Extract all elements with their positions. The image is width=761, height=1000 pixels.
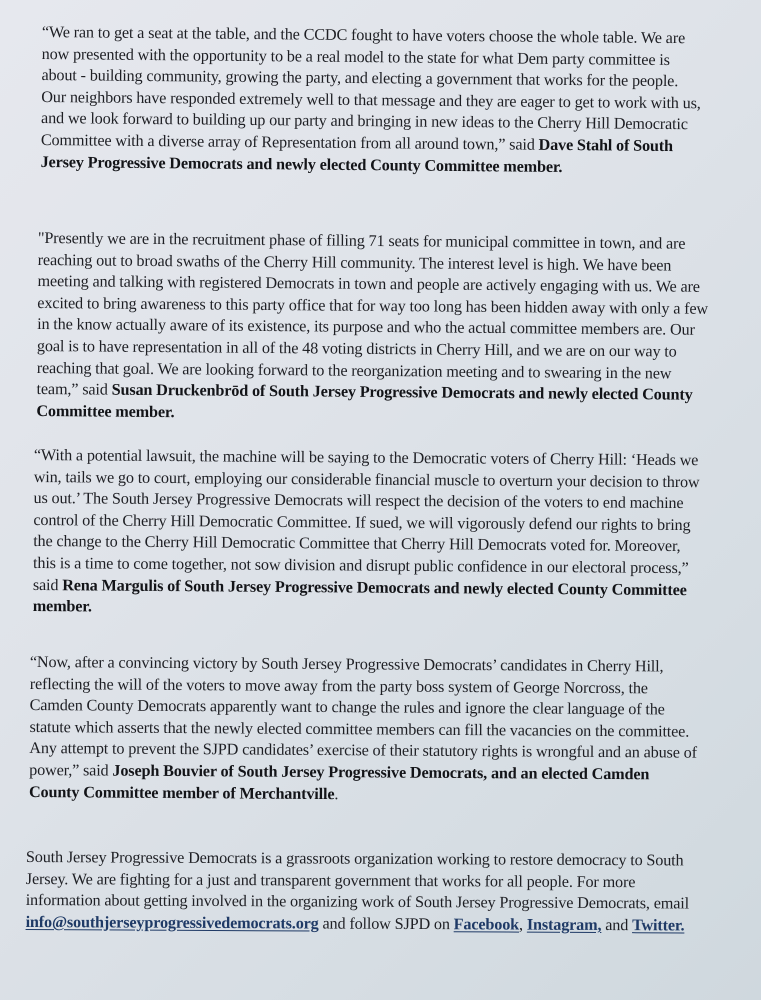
quote-paragraph-margulis — [33, 445, 702, 623]
quote-attribution: Rena Margulis of South Jersey Progressive Democrats and newly elected County Committee member. — [32, 575, 687, 616]
quote-paragraph-stahl — [41, 22, 707, 180]
facebook-link[interactable]: Facebook — [453, 915, 520, 934]
quote-text: "Presently we are in the recruitment phase of filling 71 seats for municipal committee in town, and are reaching out to broad swaths of the Cherry Hill community. The interest level is high. We have been meeting and talking with registered Democrats in town and people are actively engaging with us. We are excited to bring awareness to this party office that for way too long has been hidden away with only a few in the know actually aware of its existence, its purpose and who the actual committee members are. Our goal is to have representation in all of the 48 voting districts in Cherry Hill, and we are on our way to reaching that goal. We are looking forward to the reorganization meeting and to swearing in the new team,” said — [36, 228, 709, 399]
quote-paragraph-bouvier — [29, 652, 702, 808]
about-paragraph — [26, 847, 698, 937]
and-text: and — [601, 915, 633, 934]
trailing-period: . — [334, 784, 339, 803]
quote-text: “Now, after a convincing victory by South Jersey Progressive Democrats’ candidates in Cherry Hill, reflecting the will of the voters to move away from the party boss system of George Norcross, the Camden County Democrats apparently want to change the rules and ignore the clear language of the statute which asserts that the newly elected committee members can fill the vacancies on the committee. Any attempt to prevent the SJPD candidates’ exercise of their statutory rights is wrongful and an abuse of power,” said — [29, 653, 697, 780]
quote-attribution: Dave Stahl of South Jersey Progressive Democrats and newly elected County Committee member. — [40, 135, 674, 176]
quote-text: “With a potential lawsuit, the machine will be saying to the Democratic voters of Cherry Hill: ‘Heads we win, tails we go to court, employing our considerable financial muscle to overturn your decision to throw us out.’ The South Jersey Progressive Democrats will respect the decision of the voters to end machine control of the Cherry Hill Democratic Committee. If sued, we will vigorously defend our rights to bring the change to the Cherry Hill Democratic Committee that Cherry Hill Democrats voted for. Moreover, this is a time to come together, not sow division and disrupt public confidence in our electoral process,” said — [32, 445, 700, 594]
follow-text: and follow SJPD on — [318, 914, 454, 934]
comma: , — [519, 915, 524, 934]
email-link[interactable]: info@southjerseyprogressivedemocrats.org — [25, 912, 319, 933]
about-text: South Jersey Progressive Democrats is a grassroots organization working to restore democracy to South Jersey. We are fighting for a just and transparent government that works for all people. For more information about getting involved in the organizing work of South Jersey Progressive Democrats, email — [25, 848, 690, 913]
quote-paragraph-druckenbrod — [36, 228, 710, 428]
quote-attribution: Joseph Bouvier of South Jersey Progressive Democrats, and an elected Camden County Committee member of Merchantville — [28, 761, 650, 803]
quote-attribution: Susan Druckenbrōd of South Jersey Progressive Democrats and newly elected County Committee member. — [36, 380, 693, 421]
quote-text: “We ran to get a seat at the table, and the CCDC fought to have voters choose the whole table. We are now presented with the opportunity to be a real model to the state for what Dem party committee is about - building community, growing the party, and electing a government that works for the people. Our neighbors have responded extremely well to that message and they are eager to get to work with us, and we look forward to building up our party and bringing in new ideas to the Cherry Hill Democratic Committee with a diverse array of Representation from all around town,” said — [40, 22, 701, 154]
twitter-link[interactable]: Twitter. — [632, 915, 685, 935]
instagram-link[interactable]: Instagram, — [526, 915, 602, 934]
